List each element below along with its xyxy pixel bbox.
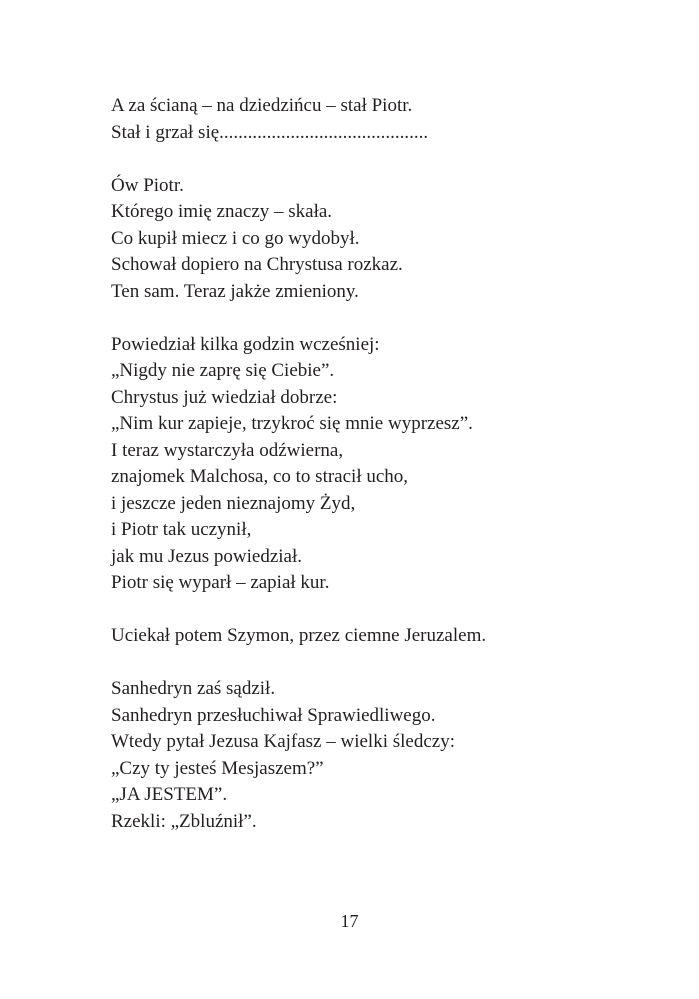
poem-line: Ten sam. Teraz jakże zmieniony.	[111, 280, 359, 302]
poem-line: Ów Piotr.	[111, 174, 184, 196]
poem-line: Chrystus już wiedział dobrze:	[111, 386, 338, 408]
poem-line: „Nim kur zapieje, trzykroć się mnie wyprzesz”.	[111, 413, 473, 434]
stanza	[111, 173, 631, 306]
poem-line: znajomek Malchosa, co to stracił ucho,	[111, 466, 409, 487]
page-number: 17	[340, 911, 359, 931]
poem-line: Schował dopiero na Chrystusa rozkaz.	[111, 254, 403, 275]
poem-line: „JA JESTEM”.	[111, 784, 228, 805]
poem-line: Stał i grzał się............................................	[111, 121, 429, 143]
poem-line: Piotr się wyparł – zapiał kur.	[111, 572, 330, 593]
stanza	[111, 93, 631, 146]
poem-text	[111, 93, 631, 862]
stanza	[111, 623, 631, 650]
poem-line: Którego imię znaczy – skała.	[111, 201, 333, 222]
stanza	[111, 332, 631, 597]
poem-line: Uciekał potem Szymon, przez ciemne Jeruzalem.	[111, 625, 487, 646]
poem-line: Powiedział kilka godzin wcześniej:	[111, 333, 380, 355]
poem-line: Rzekli: „Zbluźnił”.	[111, 810, 257, 832]
poem-line: I teraz wystarczyła odźwierna,	[111, 439, 344, 461]
poem-line: A za ścianą – na dziedzińcu – stał Piotr.	[111, 95, 413, 116]
poem-line: „Nigdy nie zaprę się Ciebie”.	[111, 360, 335, 381]
stanza	[111, 676, 631, 835]
poem-line: Sanhedryn zaś sądził.	[111, 678, 276, 699]
poem-line: „Czy ty jesteś Mesjaszem?”	[111, 757, 324, 779]
poem-line: Wtedy pytał Jezusa Kajfasz – wielki śledczy:	[111, 731, 455, 752]
poem-line: Co kupił miecz i co go wydobył.	[111, 227, 360, 249]
poem-line: i Piotr tak uczynił,	[111, 519, 252, 540]
poem-line: jak mu Jezus powiedział.	[111, 545, 303, 567]
poem-line: i jeszcze jeden nieznajomy Żyd,	[111, 492, 356, 514]
poem-line: Sanhedryn przesłuchiwał Sprawiedliwego.	[111, 704, 436, 726]
